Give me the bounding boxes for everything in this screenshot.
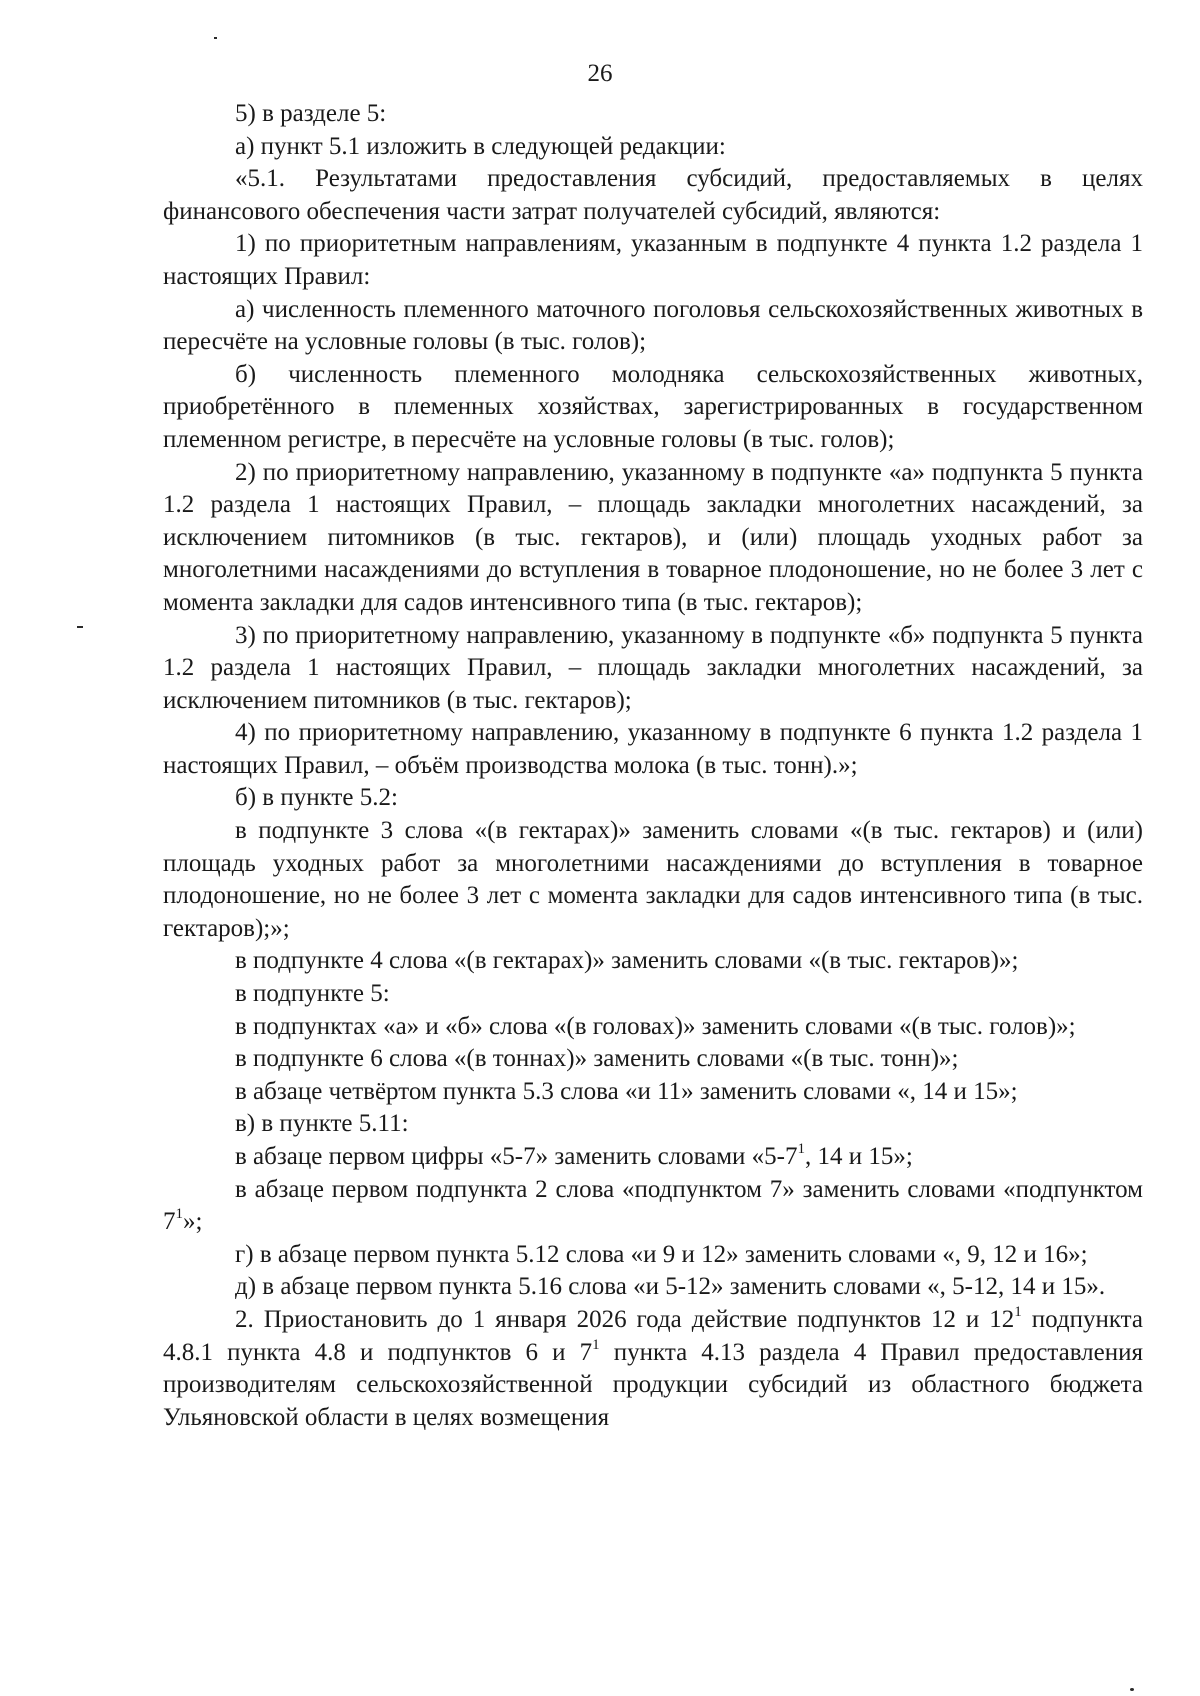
paragraph-text: в подпункте 6 слова «(в тоннах)» заменить словами «(в тыс. тонн)»; xyxy=(235,1045,959,1073)
paragraph-text: б) в пункте 5.2: xyxy=(235,784,398,812)
paragraph-text: »; xyxy=(183,1208,203,1236)
paragraph-text: 1) по приоритетным направлениям, указанным в подпункте 4 пункта 1.2 раздела 1 настоящих Правил: xyxy=(163,230,1143,290)
paragraph xyxy=(163,131,1143,164)
paragraph-text: в подпунктах «а» и «б» слова «(в головах)» заменить словами «(в тыс. голов)»; xyxy=(235,1012,1076,1040)
paragraph-text: 3) по приоритетному направлению, указанному в подпункте «б» подпункта 5 пункта 1.2 раздела 1 настоящих Правил, – площадь закладки многолетних насаждений, за исключением питомников (в тыс. гектаров); xyxy=(163,621,1143,714)
superscript: 1 xyxy=(175,1206,183,1223)
paragraph-text: г) в абзаце первом пункта 5.12 слова «и 9 и 12» заменить словами «, 9, 12 и 16»; xyxy=(235,1240,1088,1268)
paragraph xyxy=(163,359,1143,457)
paragraph-text: в абзаце четвёртом пункта 5.3 слова «и 11» заменить словами «, 14 и 15»; xyxy=(235,1077,1018,1105)
paragraph xyxy=(163,163,1143,228)
paragraph xyxy=(163,945,1143,978)
superscript: 1 xyxy=(592,1336,600,1353)
paragraph-text: в подпункте 3 слова «(в гектарах)» заменить словами «(в тыс. гектаров) и (или) площадь уходных работ за многолетними насаждениями до вступления в товарное плодоношение, но не более 3 лет с момента закладки для садов интенсивного типа (в тыс. гектаров);»; xyxy=(163,817,1143,942)
paragraph xyxy=(163,815,1143,945)
superscript: 1 xyxy=(1014,1303,1022,1320)
paragraph xyxy=(163,1141,1143,1174)
paragraph xyxy=(163,1076,1143,1109)
paragraph-text: пункта 4.13 раздела 4 Правил предоставления производителям сельскохозяйственной продукции субсидий из областного бюджета Ульяновской области в целях возмещения xyxy=(163,1338,1143,1431)
paragraph xyxy=(163,457,1143,620)
paragraph xyxy=(163,620,1143,718)
paragraph xyxy=(163,1108,1143,1141)
paragraph xyxy=(163,782,1143,815)
document-body xyxy=(163,98,1143,1434)
paragraph-text: б) численность племенного молодняка сельскохозяйственных животных, приобретённого в племенных хозяйствах, зарегистрированных в государственном племенном регистре, в пересчёте на условные головы (в тыс. голов); xyxy=(163,360,1143,453)
paragraph xyxy=(163,978,1143,1011)
paragraph-text: в) в пункте 5.11: xyxy=(235,1110,409,1138)
paragraph xyxy=(163,1011,1143,1044)
paragraph xyxy=(163,294,1143,359)
paragraph xyxy=(163,1271,1143,1304)
paragraph-text: 2. Приостановить до 1 января 2026 года действие подпунктов 12 и 12 xyxy=(235,1305,1015,1333)
paragraph xyxy=(163,717,1143,782)
scan-speck xyxy=(214,37,217,39)
paragraph-text: а) численность племенного маточного поголовья сельскохозяйственных животных в пересчёте на условные головы (в тыс. голов); xyxy=(163,295,1143,356)
paragraph xyxy=(163,228,1143,293)
paragraph-text: «5.1. Результатами предоставления субсидий, предоставляемых в целях финансового обеспечения части затрат получателей субсидий, являются: xyxy=(163,165,1143,225)
paragraph-text: 2) по приоритетному направлению, указанному в подпункте «а» подпункта 5 пункта 1.2 раздела 1 настоящих Правил, – площадь закладки многолетних насаждений, за исключением питомников (в тыс. гектаров), и (или) площадь уходных работ за многолетними насаждениями до вступления в товарное плодоношение, но не более 3 лет с момента закладки для садов интенсивного типа (в тыс. гектаров); xyxy=(163,458,1143,616)
paragraph xyxy=(163,98,1143,131)
paragraph-text: в подпункте 5: xyxy=(235,980,390,1008)
paragraph-text: д) в абзаце первом пункта 5.16 слова «и 5-12» заменить словами «, 5-12, 14 и 15». xyxy=(235,1273,1106,1301)
paragraph-text: подпункта 4.8.1 пункта 4.8 и подпунктов 6 и 7 xyxy=(163,1305,1144,1366)
scan-speck xyxy=(77,626,83,628)
paragraph-text: в подпункте 4 слова «(в гектарах)» заменить словами «(в тыс. гектаров)»; xyxy=(235,947,1019,975)
paragraph xyxy=(163,1174,1143,1239)
superscript: 1 xyxy=(797,1141,805,1157)
paragraph xyxy=(163,1043,1143,1076)
paragraph xyxy=(163,1304,1143,1434)
paragraph-text: а) пункт 5.1 изложить в следующей редакции: xyxy=(235,132,726,160)
page-number: 26 xyxy=(587,60,613,87)
paragraph-text: , 14 и 15»; xyxy=(805,1143,913,1170)
paragraph-text: 4) по приоритетному направлению, указанному в подпункте 6 пункта 1.2 раздела 1 настоящих Правил, – объём производства молока (в тыс. тонн).»; xyxy=(163,719,1143,779)
paragraph xyxy=(163,1239,1143,1272)
paragraph-text: 5) в разделе 5: xyxy=(235,100,387,127)
paragraph-text: в абзаце первом подпункта 2 слова «подпунктом 7» заменить словами «подпунктом 7 xyxy=(163,1175,1143,1236)
scan-speck xyxy=(1130,1688,1134,1691)
paragraph-text: в абзаце первом цифры «5-7» заменить словами «5-7 xyxy=(235,1143,798,1170)
